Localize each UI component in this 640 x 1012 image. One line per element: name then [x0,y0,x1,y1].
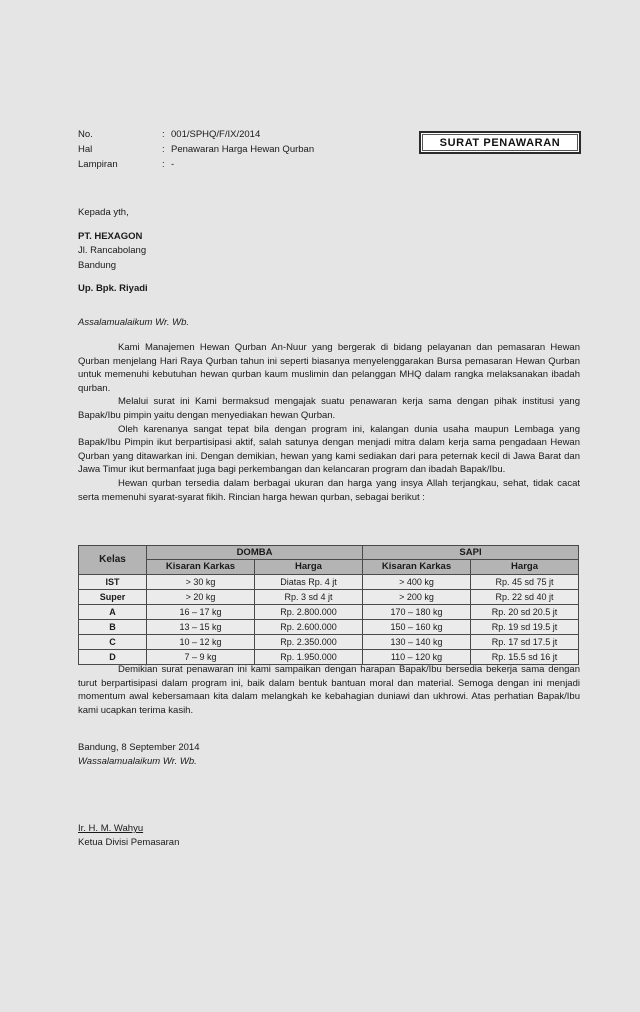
cell-sapi-harga: Rp. 17 sd 17.5 jt [471,635,579,650]
cell-sapi-karkas: 130 – 140 kg [363,635,471,650]
cell-domba-karkas: 16 – 17 kg [147,605,255,620]
cell-kelas: B [79,620,147,635]
cell-sapi-karkas: 110 – 120 kg [363,650,471,665]
cell-domba-harga: Rp. 2.800.000 [255,605,363,620]
price-table-head [79,546,579,575]
table-row [79,590,579,605]
price-table-group-row [79,546,579,560]
col-group-domba: DOMBA [147,546,363,560]
signature-block [78,822,179,850]
cell-sapi-karkas: 170 – 180 kg [363,605,471,620]
cell-domba-karkas: 7 – 9 kg [147,650,255,665]
meta-label-lampiran: Lampiran [78,159,118,170]
meta-row-no [78,127,408,142]
col-header-kelas: Kelas [79,546,147,575]
cell-domba-harga: Rp. 3 sd 4 jt [255,590,363,605]
meta-colon-no: : [162,129,165,140]
cell-kelas: IST [79,575,147,590]
meta-value-no: 001/SPHQ/F/IX/2014 [171,129,261,140]
signer-title: Ketua Divisi Pemasaran [78,837,180,848]
cell-sapi-karkas: > 200 kg [363,590,471,605]
col-header-domba-karkas: Kisaran Karkas [147,560,255,575]
cell-sapi-harga: Rp. 22 sd 40 jt [471,590,579,605]
addressee-attention: Up. Bpk. Riyadi [78,283,148,294]
body-paragraph-1: Kami Manajemen Hewan Qurban An-Nuur yang bergerak di bidang pelayanan dan pemasaran Hewan Qurban menjelang Hari Raya Qurban tahun ini seperti biasanya menyelenggarakan Bursa pemasaran Hewan Qurban untuk memenuhi kebutuhan hewan qurban kaum muslimin dan pelanggan MHQ dalam rangka melaksanakan ibadah qurban. [78,342,580,394]
body-paragraph-2: Melalui surat ini Kami bermaksud mengajak suatu penawaran kerja sama dengan pihak institusi yang Bapak/Ibu pimpin yaitu dengan menyediakan hewan Qurban. [78,396,580,421]
body-paragraph-4: Hewan qurban tersedia dalam berbagai ukuran dan harga yang insya Allah terjangkau, sehat, tidak cacat serta memenuhi syarat-syarat fikih. Rincian harga hewan qurban, sebagai berikut : [78,477,580,503]
col-header-domba-harga: Harga [255,560,363,575]
salutation: Assalamualaikum Wr. Wb. [78,317,190,328]
closing-block [78,663,580,717]
letter-body [78,341,580,504]
table-row [79,575,579,590]
cell-domba-karkas: 13 – 15 kg [147,620,255,635]
addressee-street: Jl. Rancabolang [78,245,147,256]
cell-sapi-harga: Rp. 20 sd 20.5 jt [471,605,579,620]
price-table-body [79,575,579,665]
cell-sapi-harga: Rp. 45 sd 75 jt [471,575,579,590]
cell-sapi-karkas: > 400 kg [363,575,471,590]
body-paragraph-3: Oleh karenanya sangat tepat bila dengan program ini, kalangan dunia usaha maupun Lembaga yang Bapak/Ibu Pimpin ikut berpartisipasi aktif, salah satunya dengan menjadi mitra dalam kerja sama pengadaan Hewan Qurban yang ditawarkan ini. Dengan demikian, hewan yang kami sediakan dari para peternak kecil di Jawa Barat dan Jawa Timur ikut bermanfaat juga bagi perkembangan dan kelancaran program dan ibadah Bapak/Ibu. [78,423,580,476]
table-row [79,635,579,650]
cell-kelas: Super [79,590,147,605]
addressee-company: PT. HEXAGON [78,230,143,242]
cell-sapi-harga: Rp. 15.5 sd 16 jt [471,650,579,665]
meta-colon-hal: : [162,144,165,155]
meta-row-lampiran [78,157,408,172]
document-title-text: SURAT PENAWARAN [439,136,561,149]
place-and-date: Bandung, 8 September 2014 [78,742,200,753]
cell-kelas: D [79,650,147,665]
meta-label-hal: Hal [78,144,93,155]
table-row [79,620,579,635]
col-header-sapi-karkas: Kisaran Karkas [363,560,471,575]
signer-name: Ir. H. M. Wahyu [78,823,144,834]
cell-domba-harga: Rp. 2.350.000 [255,635,363,650]
closing-salutation: Wassalamualaikum Wr. Wb. [78,756,197,767]
cell-sapi-karkas: 150 – 160 kg [363,620,471,635]
meta-value-hal: Penawaran Harga Hewan Qurban [171,144,315,155]
meta-row-hal [78,142,408,157]
cell-kelas: C [79,635,147,650]
document-title-badge [419,131,581,154]
table-row [79,605,579,620]
addressee-spacer-1 [78,221,378,230]
price-table-sub-row [79,560,579,575]
cell-kelas: A [79,605,147,620]
meta-label-no: No. [78,129,93,140]
letter-reference-block [78,127,408,172]
addressee-spacer-2 [78,273,378,282]
cell-domba-harga: Rp. 2.600.000 [255,620,363,635]
addressee-greeting: Kepada yth, [78,207,129,218]
cell-domba-karkas: > 30 kg [147,575,255,590]
cell-domba-karkas: 10 – 12 kg [147,635,255,650]
cell-domba-harga: Diatas Rp. 4 jt [255,575,363,590]
addressee-block [78,206,378,297]
meta-colon-lampiran: : [162,159,165,170]
col-group-sapi: SAPI [363,546,579,560]
sign-off-block [78,741,199,769]
price-table [78,545,579,665]
closing-paragraph: Demikian surat penawaran ini kami sampaikan dengan harapan Bapak/Ibu bersedia bekerja sama dengan turut berpartisipasi dalam program ini, baik dalam bentuk bantuan moral dan material. Semoga dengan ini menjadi momentum awal kebersamaan kita dalam melangkah ke kebahagian duniawi dan ukhrowi. Atas perhatian Bapak/Ibu kami ucapkan terima kasih. [78,664,580,716]
addressee-city: Bandung [78,259,117,271]
meta-value-lampiran: - [171,159,175,170]
col-header-sapi-harga: Harga [471,560,579,575]
cell-domba-karkas: > 20 kg [147,590,255,605]
cell-domba-harga: Rp. 1.950.000 [255,650,363,665]
cell-sapi-harga: Rp. 19 sd 19.5 jt [471,620,579,635]
